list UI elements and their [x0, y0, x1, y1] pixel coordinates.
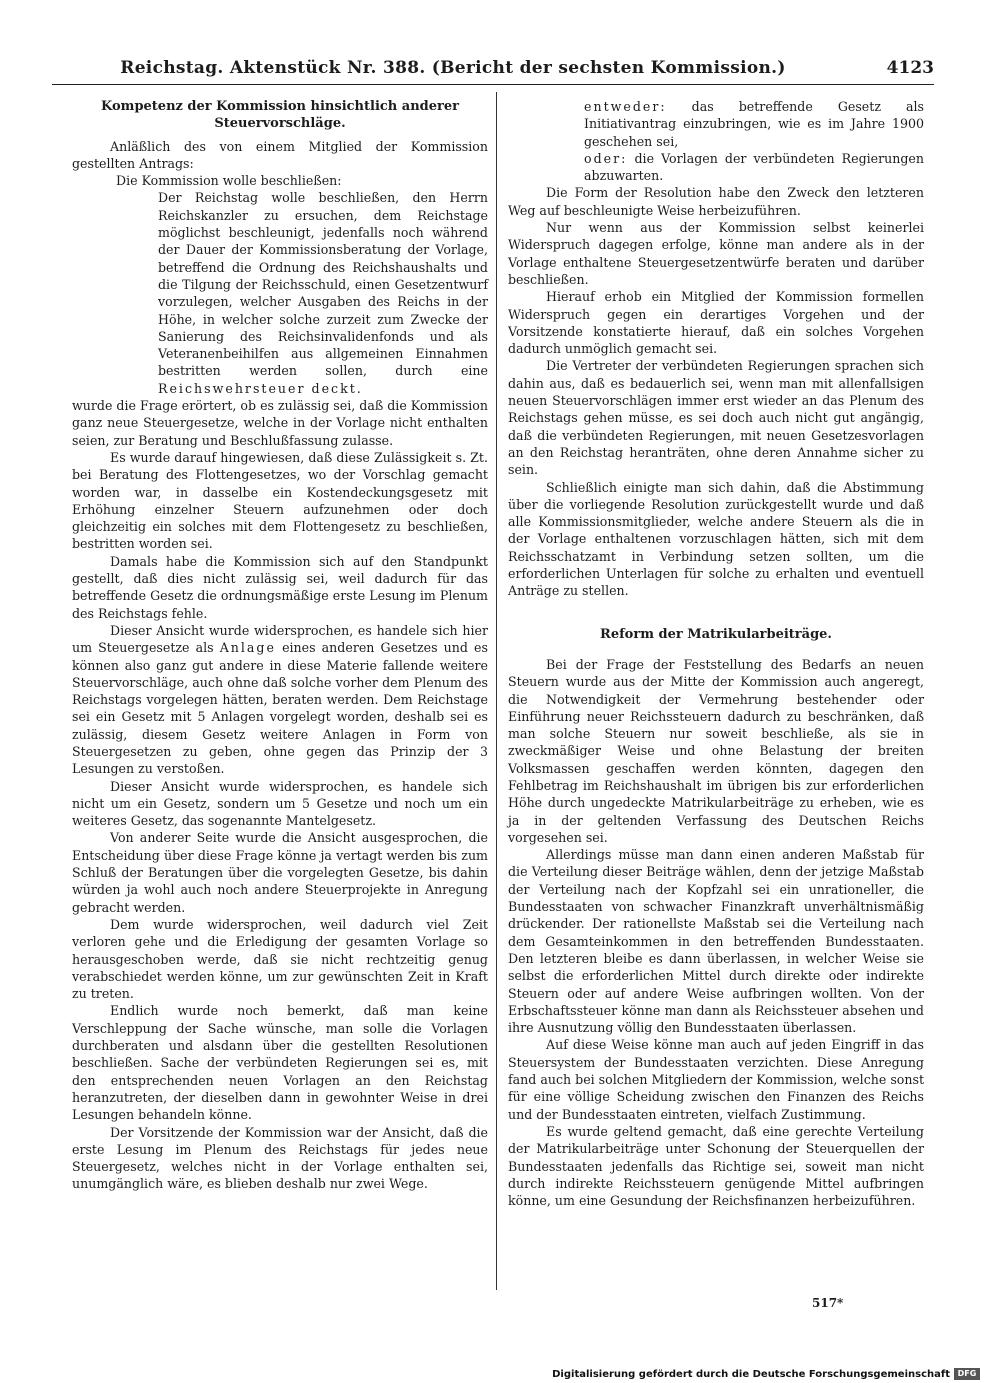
paragraph: Von anderer Seite wurde die Ansicht ausgesprochen, die Entscheidung über diese Frage könne ja vertagt werden bis zum Schluß der Beratungen über die vorgelegten Gesetze, bis dahin würden ja wohl auch noch andere Steuerprojekte in Anregung gebracht werden. [72, 830, 488, 915]
paragraph-part: eines anderen Gesetzes und es können also ganz gut andere in diese Materie fallende weitere Steuervorschläge, auch ohne daß solche vorher dem Plenum des Reichstags vorgelegen hätten, beraten werden. Dem Reichstage sei ein Gesetz mit 5 Anlagen vorgelegt worden, deshalb sei es zulässig, diesem Gesetz weitere Anlagen in Form von Steuergesetzen zu geben, ohne gegen das Prinzip der 3 Lesungen zu verstoßen. [72, 640, 488, 777]
paragraph: wurde die Frage erörtert, ob es zulässig sei, daß die Kommission ganz neue Steuergesetze, welche in der Vorlage nicht enthalten seien, zur Beratung und Beschlußfassung zulasse. [72, 398, 488, 448]
header-rule [52, 84, 934, 85]
paragraph: Dieser Ansicht wurde widersprochen, es handele sich nicht um ein Gesetz, sondern um 5 Gesetze und noch um ein weiteres Gesetz, das sogenannte Mantelgesetz. [72, 778, 488, 829]
dfg-logo-icon: DFG [954, 1368, 980, 1380]
paragraph-spaced-word: Anlage [219, 640, 276, 656]
option-label: oder: [584, 150, 628, 166]
page-title: Reichstag. Aktenstück Nr. 388. (Bericht der sechsten Kommission.) [120, 58, 786, 78]
motion-text-spaced: Reichswehrsteuer deckt. [158, 380, 363, 396]
digitization-footer [552, 1367, 980, 1381]
section-heading-competence: Kompetenz der Kommission hinsichtlich anderer Steuervorschläge. [101, 99, 459, 132]
paragraph: Auf diese Weise könne man auch auf jeden Eingriff in das Steuersystem der Bundesstaaten verzichten. Diese Anregung fand auch bei solchen Mitgliedern der Kommission, welche sonst für eine völlige Scheidung zwischen den Finanzen des Reichs und der Bundesstaaten eintreten, vielfach Zustimmung. [508, 1037, 924, 1122]
paragraph [72, 622, 488, 778]
option-either [508, 98, 924, 150]
paragraph: Allerdings müsse man dann einen anderen Maßstab für die Verteilung dieser Beiträge wählen, denn der jetzige Maßstab der Verteilung nach der Kopfzahl sei ein unrationeller, die Bundesstaaten von schwacher Finanzkraft unverhältnismäßig drückender. Der rationellste Maßstab sei die Verteilung nach dem Gesamteinkommen in den betreffenden Bundesstaaten. Den letzteren bleibe es dann überlassen, in welcher Weise sie selbst die erforderlichen Mittel durch direkte oder indirekte Steuern oder auf andere Weise aufbringen wollten. Von der Erbschaftssteuer könne man dann als Reichssteuer absehen und ihre Ausnutzung völlig den Bundesstaaten überlassen. [508, 847, 924, 1036]
paragraph: Der Vorsitzende der Kommission war der Ansicht, daß die erste Lesung im Plenum des Reichstags für jedes neue Steuergesetz, welches nicht in der Vorlage enthalten sei, unumgänglich wäre, es blieben deshalb nur zwei Wege. [72, 1124, 488, 1192]
option-text: das betreffende Gesetz als Initiativantrag einzubringen, wie es im Jahre 1900 geschehen sei, [584, 99, 924, 149]
right-column [508, 98, 924, 1209]
paragraph: Dem wurde widersprochen, weil dadurch viel Zeit verloren gehe und die Erledigung der gesamten Vorlage so herausgeschoben werde, daß sie nicht rechtzeitig genug verabschiedet werden könne, um zur gewünschten Zeit in Kraft zu treten. [72, 916, 488, 1002]
paragraph: Anläßlich des von einem Mitglied der Kommission gestellten Antrags: [72, 138, 488, 171]
option-or [508, 150, 924, 185]
paragraph: Schließlich einigte man sich dahin, daß die Abstimmung über die vorliegende Resolution zurückgestellt wurde und daß alle Kommissionsmitglieder, welche andere Steuern als die in der Vorlage enthaltenen vorzuschlagen hätten, sich mit dem Reichsschatzamt in Verbindung setzen sollten, um die erforderlichen Unterlagen für solche zu erhalten und eventuell Anträge zu stellen. [508, 479, 924, 599]
left-column [72, 98, 488, 1193]
option-label: entweder: [584, 99, 667, 114]
paragraph: Endlich wurde noch bemerkt, daß man keine Verschleppung der Sache wünsche, man solle die Vorlagen durchberaten und alsdann über die gestellten Resolutionen beschließen. Sache der verbündeten Regierungen sei es, mit den entsprechenden neuen Vorlagen an den Reichstag heranzutreten, der dieselben dann in gewohnter Weise in drei Lesungen behandeln könne. [72, 1003, 488, 1123]
paragraph: Hierauf erhob ein Mitglied der Kommission formellen Widerspruch gegen ein derartiges Vorgehen und der Vorsitzende konstatierte hierauf, daß ein solches Vorgehen dadurch unmöglich gemacht sei. [508, 289, 924, 357]
paragraph-part: Dieser Ansicht wurde widersprochen, es handele sich hier um Steuergesetze als [72, 622, 488, 656]
paragraph: Es wurde darauf hingewiesen, daß diese Zulässigkeit s. Zt. bei Beratung des Flottengesetzes, wo der Vorschlag gemacht worden war, in dasselbe ein Kostendeckungsgesetz mit Erhöhung einzelner Steuern aufzunehmen oder doch gleichzeitig ein solches mit dem Flottengesetz zu beschließen, bestritten worden sei. [72, 449, 488, 552]
motion-quote [72, 189, 488, 397]
column-divider [496, 92, 497, 1290]
footer-text: Digitalisierung gefördert durch die Deutsche Forschungsgemeinschaft [552, 1368, 950, 1380]
option-text: die Vorlagen der verbündeten Regierungen abzuwarten. [584, 150, 924, 184]
motion-intro: Die Kommission wolle beschließen: [116, 173, 342, 189]
paragraph: Die Vertreter der verbündeten Regierungen sprachen sich dahin aus, daß es bedauerlich sei, wenn man mit allenfallsigen neuen Steuervorschlägen immer erst wieder an das Plenum des Reichstags gehen müsse, es sei doch auch nicht gut angängig, daß die verbündeten Regierungen, mit neuen Gesetzesvorlagen an den Reichstag heranträten, ohne deren Annahme sicher zu sein. [508, 358, 924, 478]
section-heading-reform: Reform der Matrikularbeiträge. [600, 626, 832, 642]
page-number: 4123 [886, 58, 934, 78]
paragraph: Die Form der Resolution habe den Zweck den letzteren Weg auf beschleunigte Weise herbeizuführen. [508, 185, 924, 218]
paragraph: Bei der Frage der Feststellung des Bedarfs an neuen Steuern wurde aus der Mitte der Kommission auch angeregt, die Notwendigkeit der Vermehrung bestehender oder Einführung neuer Reichssteuern dadurch zu beschränken, daß man solche Steuern nur soweit beschließe, als sie in zweckmäßiger Weise und ohne Belastung der breiten Volksmassen geschaffen werden könnten, dagegen den Fehlbetrag im Reichshaushalt im übrigen bis zur erforderlichen Höhe durch ungedeckte Matrikularbeiträge zu erheben, wie es ja in der geltenden Verfassung des Deutschen Reichs vorgesehen sei. [508, 656, 924, 845]
motion-text: Der Reichstag wolle beschließen, den Herrn Reichskanzler zu ersuchen, dem Reichstage möglichst beschleunigt, jedenfalls noch während der Dauer der Kommissionsberatung der Vorlage, betreffend die Ordnung des Reichshaushalts und die Tilgung der Reichsschuld, einen Gesetzentwurf vorzulegen, welcher Ausgaben des Reichs in der Höhe, in welcher solche zurzeit zum Zwecke der Sanierung des Reichsinvalidenfonds und als Veteranenbeihilfen aus allgemeinen Einnahmen bestritten werden sollen, durch eine [158, 190, 488, 379]
signature-mark: 517* [812, 1296, 844, 1310]
paragraph: Damals habe die Kommission sich auf den Standpunkt gestellt, daß dies nicht zulässig sei, weil dadurch für das betreffende Gesetz die ordnungsmäßige erste Lesung im Plenum des Reichstags fehle. [72, 553, 488, 621]
paragraph: Nur wenn aus der Kommission selbst keinerlei Widerspruch dagegen erfolge, könne man andere als in der Vorlage enthaltene Steuergesetzentwürfe beraten und darüber beschließen. [508, 220, 924, 287]
paragraph: Es wurde geltend gemacht, daß eine gerechte Verteilung der Matrikularbeiträge unter Schonung der Steuerquellen der Bundesstaaten jedenfalls das Richtige sei, soweit man nicht durch indirekte Reichssteuern genügende Mittel aufbringen könne, um eine Gesundung der Reichsfinanzen herbeizuführen. [508, 1123, 924, 1209]
